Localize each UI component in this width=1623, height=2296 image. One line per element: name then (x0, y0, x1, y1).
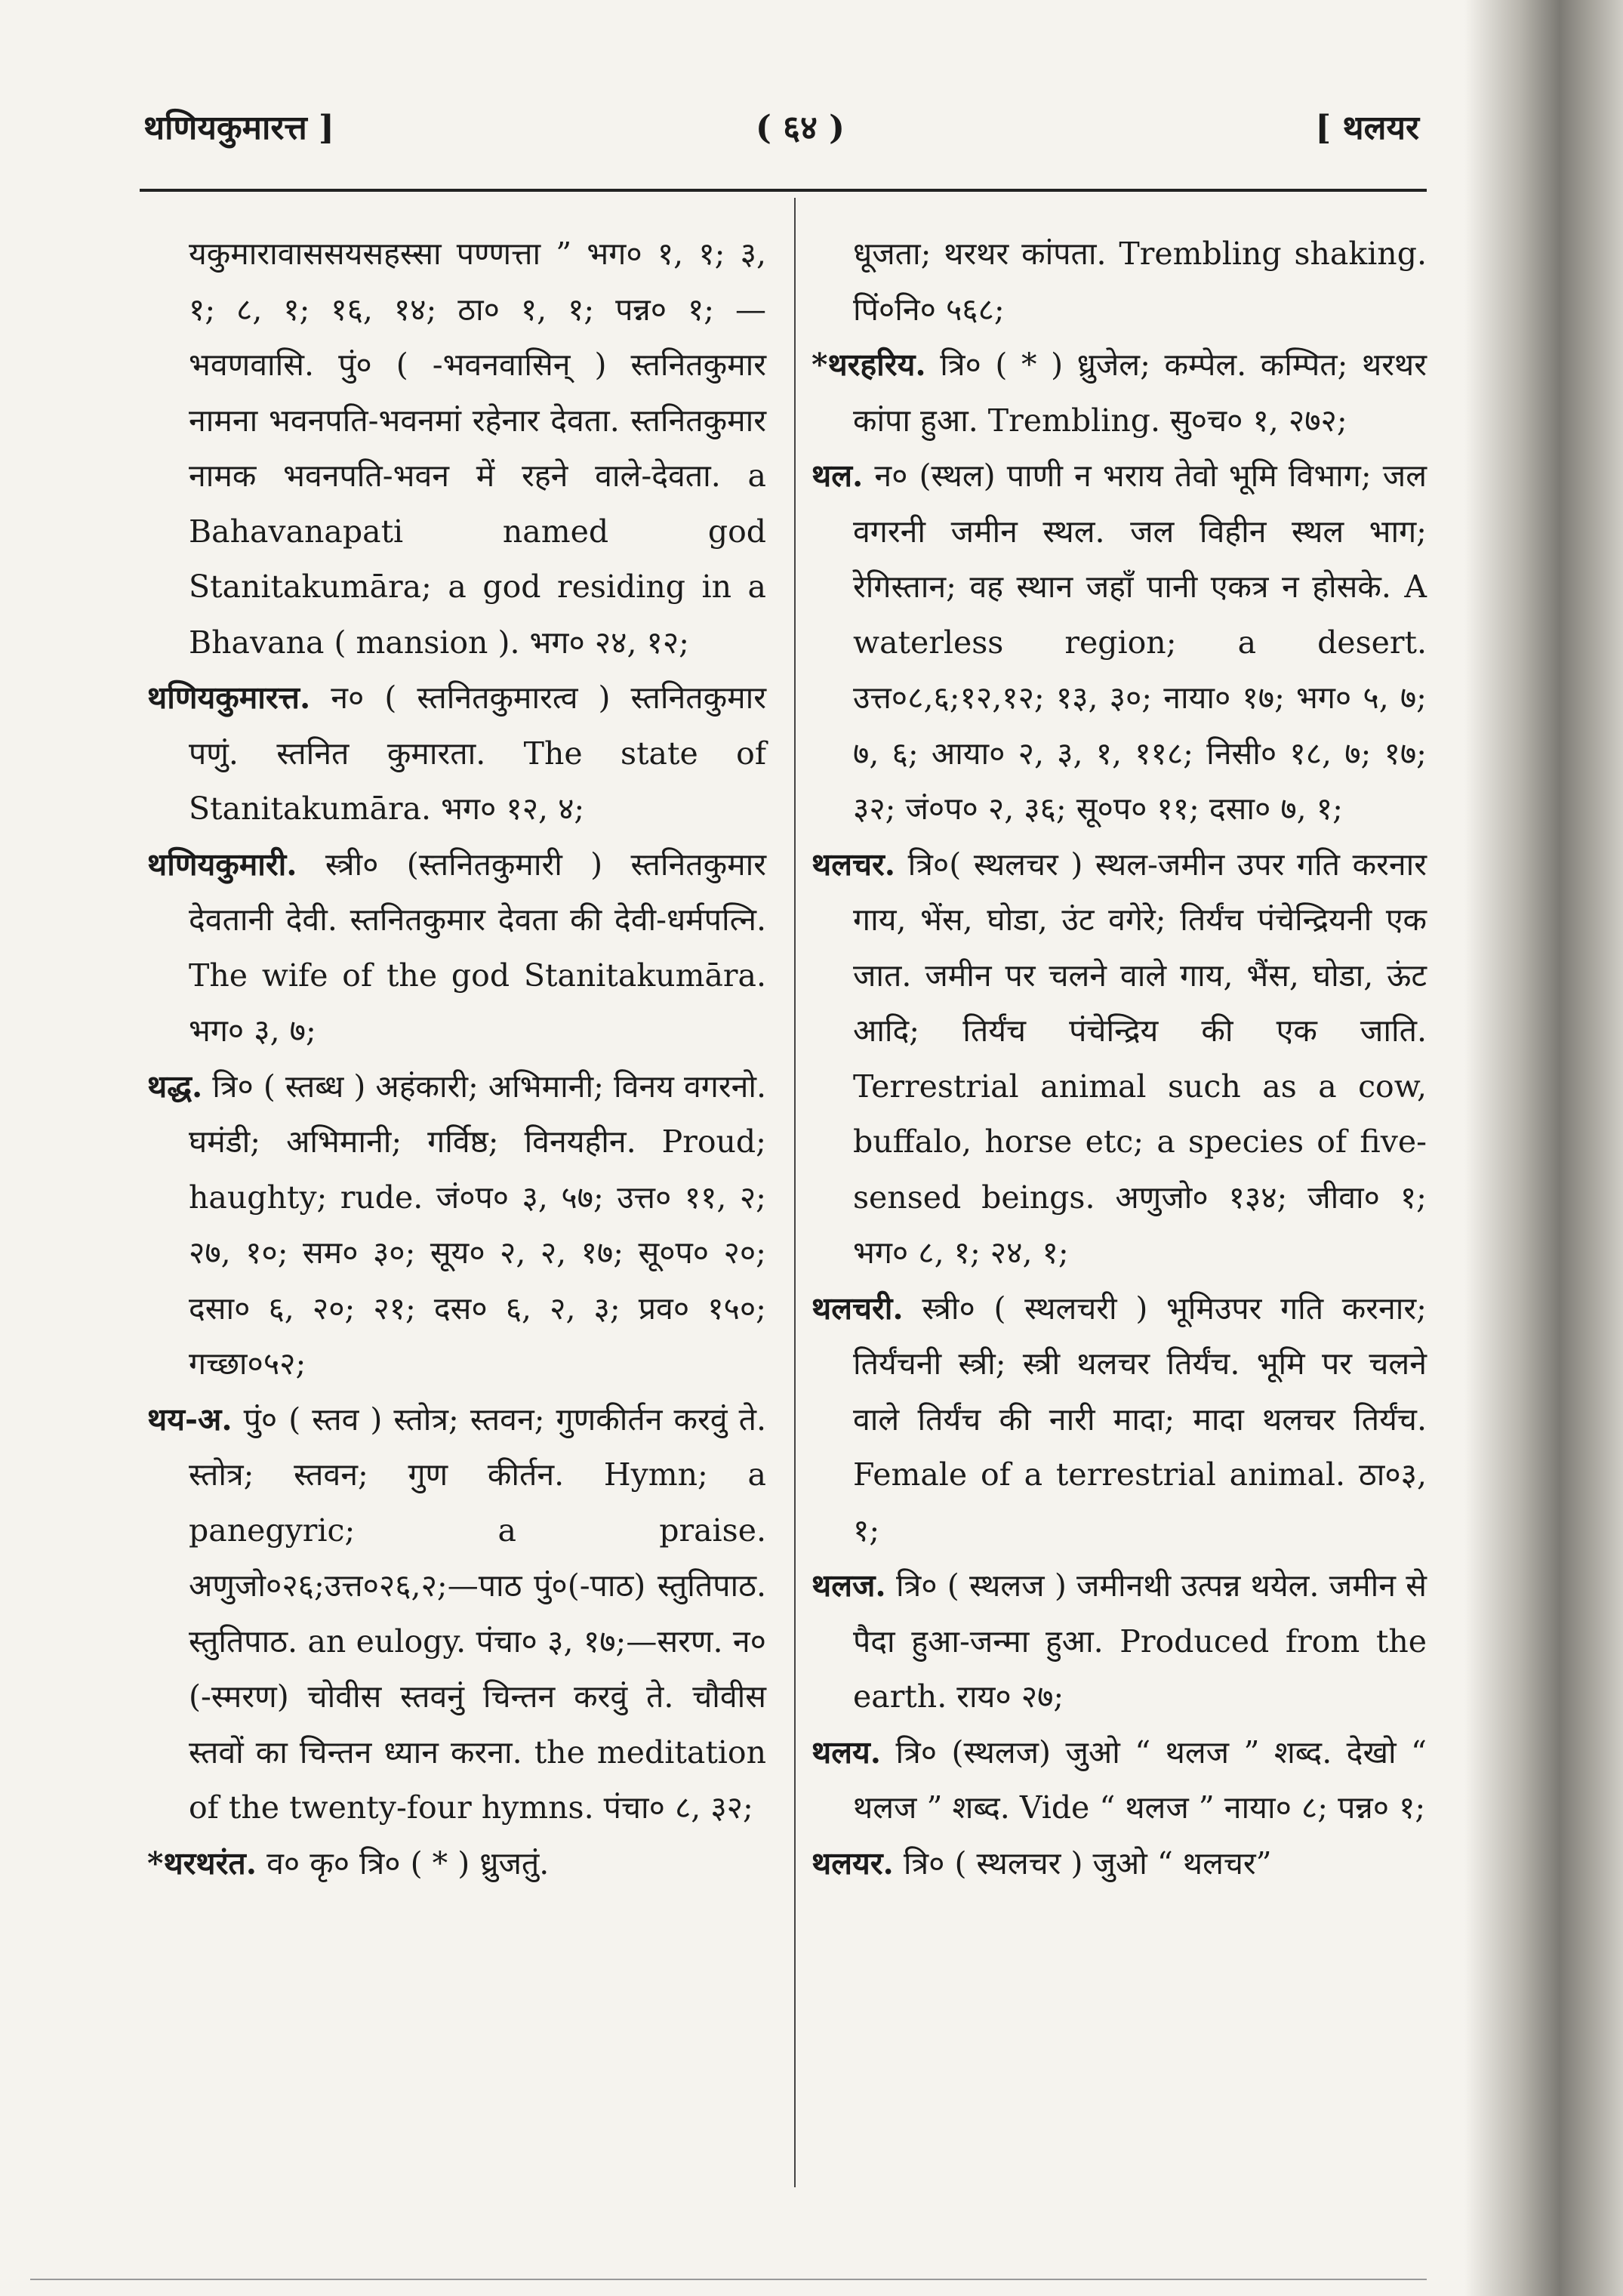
entry-continuation (147, 227, 766, 670)
entry-headword: थलयर. (812, 1845, 894, 1881)
entry-headword: थलय. (812, 1734, 882, 1771)
entry-text: व० कृ० त्रि० ( * ) ध्रुजतुं. (257, 1845, 550, 1881)
entry-continuation (812, 227, 1427, 337)
dictionary-entry (812, 1836, 1427, 1892)
dictionary-entry (147, 1392, 766, 1836)
entry-text: न० (स्थल) पाणी न भराय तेवो भूमि विभाग; जल वगरनी जमीन स्थल. जल विहीन स्थल भाग; रेगिस्तान; वह स्थान जहाँ पानी एकत्र न होसके. A waterless region; a desert. उत्त०८,६;१२,१२; १३, ३०; नाया० १७; भग० ५, ७; ७, ६; आया० २, ३, १, ११८; निसी० १८, ७; १७; ३२; जं०प० २, ३६; सू०प० ११; दसा० ७, १; (853, 458, 1427, 827)
column-divider (794, 198, 796, 2187)
entry-text: यकुमारावाससयसहस्सा पण्णत्ता ” भग० १, १; ३, १; ८, १; १६, १४; ठा० १, १; पन्न० १; —भवणवासि. पुं० ( -भवनवासिन् ) स्तनितकुमार नामना भवनपति-भवनमां रहेनार देवता. स्तनितकुमार नामक भवनपति-भवन में रहने वाले-देवता. a Bahavanapati named god Stanitakumāra; a god residing in a Bhavana ( mansion ). भग० २४, १२; (189, 236, 766, 661)
entry-headword: थणियकुमारत्त. (147, 680, 311, 716)
entry-text: त्रि० ( * ) ध्रुजेल; कम्पेल. कम्पित; थरथर कांपा हुआ. Trembling. सु०च० १, २७२; (853, 347, 1427, 439)
entry-headword: *थरहरिय. (812, 347, 926, 383)
scan-bottom-line (30, 2279, 1427, 2280)
entry-text: त्रि० ( स्थलज ) जमीनथी उत्पन्न थयेल. जमीन से पैदा हुआ-जन्मा हुआ. Produced from the earth. राय० २७; (853, 1567, 1427, 1715)
dictionary-entry (147, 837, 766, 1059)
entry-text: त्रि० (स्थलज) जुओ “ थलज ” शब्द. देखो “ थलज ” शब्द. Vide “ थलज ” नाया० ८; पन्न० १; (853, 1734, 1427, 1826)
header-left-headword: थणियकुमारत्त ] (143, 109, 334, 147)
entry-text: त्रि० ( स्थलचर ) जुओ “ थलचर” (893, 1845, 1272, 1881)
dictionary-entry (812, 837, 1427, 1281)
entry-text: स्त्री० (स्तनितकुमारी ) स्तनितकुमार देवतानी देवी. स्तनितकुमार देवता की देवी-धर्मपत्नि. The wife of the god Stanitakumāra. भग० ३, ७; (189, 846, 766, 1049)
header-rule (140, 189, 1427, 192)
entry-headword: थलचर. (812, 846, 896, 883)
entry-text: पुं० ( स्तव ) स्तोत्र; स्तवन; गुणकीर्तन करवुं ते. स्तोत्र; स्तवन; गुण कीर्तन. Hymn; a panegyric; a praise. अणुजो०२६;उत्त०२६,२;—पाठ पुं०(-पाठ) स्तुतिपाठ. स्तुतिपाठ. an eulogy. पंचा० ३, १७;—सरण. न० (-स्मरण) चोवीस स्तवनुं चिन्तन करवुं ते. चौवीस स्तवों का चिन्तन ध्यान करना. the meditation of the twenty-four hymns. पंचा० ८, ३२; (189, 1401, 766, 1826)
entry-headword: थलज. (812, 1567, 886, 1604)
entry-headword: थणियकुमारी. (147, 846, 297, 883)
entry-headword: थलचरी. (812, 1290, 904, 1327)
dictionary-entry (812, 448, 1427, 837)
dictionary-entry (812, 1281, 1427, 1559)
dictionary-entry (812, 1558, 1427, 1725)
left-column (147, 227, 766, 1891)
dictionary-entry (812, 1725, 1427, 1836)
dictionary-entry (147, 1059, 766, 1392)
entry-text: न० ( स्तनितकुमारत्व ) स्तनितकुमार पणुं. स्तनित कुमारता. The state of Stanitakumāra. भग० १२, ४; (189, 680, 766, 827)
entry-text: त्रि० ( स्तब्ध ) अहंकारी; अभिमानी; विनय वगरनो. घमंडी; अभिमानी; गर्विष्ठ; विनयहीन. Proud; haughty; rude. जं०प० ३, ५७; उत्त० ११, २; २७, १०; सम० ३०; सूय० २, २, १७; सू०प० २०; दसा० ६, २०; २१; दस० ६, २, ३; प्रव० १५०; गच्छा०५२; (189, 1068, 766, 1382)
dictionary-entry (147, 670, 766, 837)
header-right-headword: [ थलयर (1315, 109, 1419, 147)
entry-headword: थद्ध. (147, 1068, 203, 1105)
entry-text: स्त्री० ( स्थलचरी ) भूमिउपर गति करनार; तिर्यंचनी स्त्री; स्त्री थलचर तिर्यंच. भूमि पर चलने वाले तिर्यंच की नारी मादा; मादा थलचर तिर्यंच. Female of a terrestrial animal. ठा०३, १; (853, 1290, 1427, 1549)
entry-headword: *थरथरंत. (147, 1845, 257, 1881)
page-edge-shadow (1464, 0, 1623, 2296)
page-header (143, 106, 1419, 159)
page-number: ( ६४ ) (755, 109, 845, 147)
entry-headword: थय-अ. (147, 1401, 233, 1438)
dictionary-entry (147, 1836, 766, 1892)
right-column (812, 227, 1427, 1891)
entry-headword: थल. (812, 458, 864, 494)
entry-text: धूजता; थरथर कांपता. Trembling shaking. पिं०नि० ५६८; (853, 236, 1427, 328)
entry-text: त्रि०( स्थलचर ) स्थल-जमीन उपर गति करनार गाय, भेंस, घोडा, उंट वगेरे; तिर्यंच पंचेन्द्रियनी एक जात. जमीन पर चलने वाले गाय, भैंस, घोडा, ऊंट आदि; तिर्यंच पंचेन्द्रिय की एक जाति. Terrestrial animal such as a cow, buffalo, horse etc; a species of five-sensed beings. अणुजो० १३४; जीवा० १; भग० ८, १; २४, १; (853, 846, 1427, 1271)
dictionary-entry (812, 337, 1427, 448)
